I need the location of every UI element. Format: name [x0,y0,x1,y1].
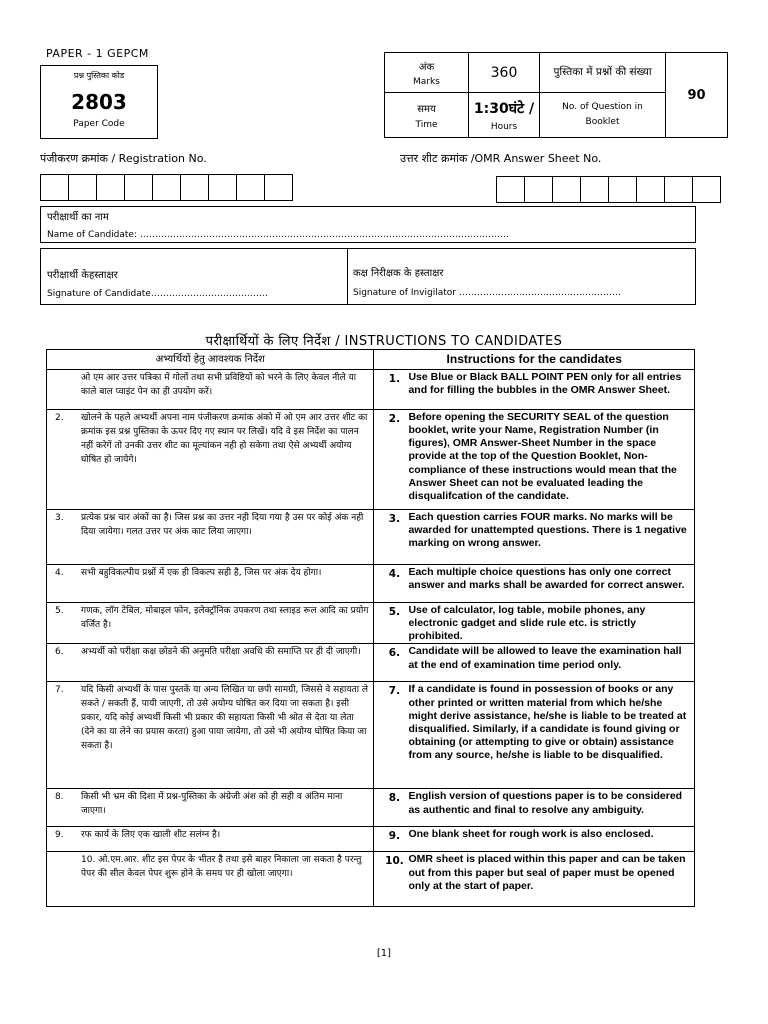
instruction-en-cell [374,644,695,682]
time-value-cell [469,93,540,138]
instruction-hi-text: किसी भी भ्रम की दिशा में प्रश्न-पुस्तिका के अंग्रेजी अंश को ही सही व अंतिम माना जाएगा। [81,792,343,817]
registration-digit-box[interactable] [208,174,237,201]
instruction-hi-number: 5. [55,606,64,616]
instruction-hi-number: 2. [55,413,64,423]
omr-digit-box[interactable] [580,176,609,203]
paper-code-box [40,65,158,139]
omr-digit-box[interactable] [608,176,637,203]
instruction-hi-cell [47,565,374,603]
registration-digit-box[interactable] [264,174,293,201]
instruction-row [47,789,695,827]
instruction-hi-cell [47,789,374,827]
instruction-hi-text: रफ कार्य के लिए एक खाली शीट सलंग्न है। [81,830,221,841]
instruction-en-cell [374,410,695,510]
instruction-en-text: If a candidate is found in possession of books or any other printed or written material from which he/she might derive assistance, he/she is liable to be treated at disqualified. Similarly, if a candidate is found giving or obtaining (or attempting to give or obtain) assistance from any source, he/she is liable to be disqualified. [408,683,687,761]
instruction-hi-cell [47,682,374,789]
marks-label-hi: अंक [418,61,435,73]
instruction-hi-number [55,854,81,882]
question-count-label-hi-cell [540,53,666,93]
registration-digit-box[interactable] [152,174,181,201]
instruction-en-cell [374,827,695,852]
instruction-hi-cell [47,644,374,682]
registration-digit-box[interactable] [180,174,209,201]
invigilator-signature-label-hi: कक्ष निरीक्षक के हस्ताक्षर [353,268,444,279]
paper-code: 2803 [71,90,127,114]
question-count-label-en: No. of Question in Booklet [540,93,666,138]
instruction-en-number: 5. [388,606,401,618]
registration-digit-box[interactable] [68,174,97,201]
instruction-en-text: OMR sheet is placed within this paper and can be taken out from this paper but seal of paper must be opened only at the start of paper. [408,853,686,892]
instruction-hi-text: सभी बहुविकल्पीय प्रश्नों में एक ही विकल्प सही है, जिस पर अंक देय होगा। [81,568,322,578]
candidate-name-label-en: Name of Candidate: …………………………………………………………………………………………………………… [47,230,509,240]
instruction-en-cell [374,603,695,644]
instruction-row [47,852,695,907]
instruction-hi-cell [47,370,374,410]
instruction-en-number: 8. [388,792,401,805]
instruction-en-text: Use Blue or Black BALL POINT PEN only for all entries and for filling the bubbles in the OMR Answer Sheet. [408,371,682,397]
instructions-table [46,349,695,907]
instruction-hi-number: 7. [55,685,64,696]
instruction-en-text: Use of calculator, log table, mobile phones, any electronic gadget and slide rule etc. is strictly prohibited. [408,604,646,643]
instruction-hi-number: 9. [55,830,64,841]
instruction-en-text: Before opening the SECURITY SEAL of the question booklet, write your Name, Registration Number (in figures), OMR Answer-Sheet Number in the space provide at the top of the Question Booklet, Non-compliance of these instructions would mean that the Answer Sheet can not be evaluated leading the disqualifcation of the candidate. [408,411,677,502]
time-label-cell [385,93,469,138]
instructions-header-en: Instructions for the candidates [374,350,695,370]
instruction-en-text: Candidate will be allowed to leave the examination hall at the end of examination time period only. [408,645,682,671]
instruction-en-text: Each question carries FOUR marks. No marks will be awarded for unattempted questions. There is 1 negative marking on wrong answer. [408,511,687,550]
instructions-title: परीक्षार्थियों के लिए निर्देश / INSTRUCTIONS TO CANDIDATES [205,334,563,349]
instruction-en-cell [374,682,695,789]
paper-code-label-hi: प्रश्न पुस्तिका कोड [73,71,125,80]
omr-number-boxes[interactable] [496,176,720,203]
instruction-hi-cell [47,510,374,565]
instruction-hi-number: 8. [55,792,64,803]
omr-digit-box[interactable] [496,176,525,203]
omr-sheet-label: उत्तर शीट क्रमांक /OMR Answer Sheet No. [400,152,602,165]
candidate-name-field[interactable] [40,206,696,243]
instruction-en-cell [374,852,695,907]
instruction-en-number: 6. [388,647,401,660]
marks-value: 360 [469,53,540,93]
instruction-row [47,510,695,565]
instruction-hi-text: यदि किसी अभ्यर्थी के पास पुस्तकें या अन्य लिखित या छपी सामग्री, जिससे वे सहायता ले सकते / सकती हैं, पायी जाएगी, तो उसे अयोग्य घोषित कर दिया जा सकता है। इसी प्रकार, यदि कोई अभ्यर्थी किसी भी प्रकार की सहायता किसी भी श्रोत से देता या लेता (देने का या लेने का प्रयास करता) हुआ पाया जायेगा, तो उसे भी अयोग्य घोषित किया जा सकता है। [81,685,369,752]
instruction-hi-number [55,372,81,400]
instruction-row [47,644,695,682]
registration-digit-box[interactable] [124,174,153,201]
instruction-en-text: Each multiple choice questions has only one correct answer and marks shall be awarded for correct answer. [408,566,685,592]
registration-number-boxes[interactable] [40,174,292,201]
instruction-hi-text: ओ एम आर उत्तर पत्रिका में गोलों तथा सभी प्रविष्टियों को भरने के लिए केवल नीले या काले बाल प्वाइंट पेन का ही उपयोग करें। [81,373,357,397]
registration-digit-box[interactable] [40,174,69,201]
instruction-en-cell [374,370,695,410]
candidate-signature-label-hi: परीक्षार्थी केहस्ताक्षर [47,270,118,281]
instruction-row [47,410,695,510]
omr-digit-box[interactable] [524,176,553,203]
instruction-hi-text: खोलने के पहले अभ्यर्थी अपना नाम पंजीकरण क्रमांक अंको में ओ एम आर उत्तर शीट का क्रमांक इस प्रश्न पुस्तिका के ऊपर दिए गए स्थान पर लिखें। यदि वे इस निर्देश का पालन नहीं करेगें तो उनकी उत्तर शीट का मूल्यांकन नही हो सकेगा तथा ऐसे अभ्यर्थी अयोग्य घोषित हो जायेगे। [81,413,368,465]
marks-label-cell [385,53,469,93]
instruction-hi-number: 4. [55,568,64,578]
instruction-row [47,682,695,789]
instruction-row [47,603,695,644]
instruction-en-cell [374,789,695,827]
registration-digit-box[interactable] [236,174,265,201]
registration-digit-box[interactable] [96,174,125,201]
page-number: [1] [376,948,392,959]
signature-divider [347,249,348,304]
registration-label: पंजीकरण क्रमांक / Registration No. [40,152,207,165]
instruction-en-number: 9. [388,830,401,843]
time-label-hi: समय [417,103,436,115]
instruction-row [47,827,695,852]
question-count-value: 90 [666,53,728,138]
instruction-hi-cell [47,410,374,510]
instruction-en-number: 1. [388,373,401,385]
omr-digit-box[interactable] [664,176,693,203]
instructions-rows [47,370,695,907]
time-label-en: Time [415,119,438,130]
candidate-signature-field[interactable]: Signature of Candidate………………………………… [47,289,268,299]
instruction-en-text: One blank sheet for rough work is also enclosed. [408,828,654,841]
instruction-hi-cell [47,827,374,852]
instruction-hi-cell [47,603,374,644]
instruction-hi-text: अभ्यर्थी को परीक्षा कक्ष छोडने की अनुमति परीक्षा अवधि की समाप्ति पर ही दी जाएगी। [81,647,361,658]
instruction-en-cell [374,510,695,565]
instruction-en-number: 2. [388,413,401,425]
instruction-en-number: 4. [388,568,401,580]
time-unit: Hours [490,121,518,132]
instruction-row [47,370,695,410]
instruction-en-cell [374,565,695,603]
instruction-row [47,565,695,603]
instruction-en-text: English version of questions paper is to be considered as authentic and final to resolve any ambiguity. [408,790,683,816]
omr-digit-box[interactable] [692,176,721,203]
signature-section [40,248,696,305]
question-count-label-hi: पुस्तिका में प्रश्नों की संख्या [553,66,652,79]
paper-id: PAPER - 1 GEPCM [46,47,149,60]
instruction-en-number: 3. [388,513,401,525]
instruction-hi-text: प्रत्येक प्रश्न चार अंकों का है। जिस प्रश्न का उत्तर नही दिया गया है उस पर कोई अंक नही दिया जायेगा। गलत उत्तर पर अंक काट लिया जाएगा। [81,513,364,537]
instructions-header-hi: अभ्यर्थियों हेतु आवश्यक निर्देश [47,350,374,370]
instruction-hi-number: 6. [55,647,64,658]
omr-digit-box[interactable] [552,176,581,203]
instruction-hi-cell [47,852,374,907]
invigilator-signature-field[interactable]: Signature of Invigilator ……………………………………………… [353,288,621,298]
instruction-hi-number: 3. [55,513,64,523]
paper-code-label-en: Paper Code [73,119,125,129]
instruction-en-number: 7. [388,685,401,698]
instruction-hi-text: गणक, लॉग टेबिल, मोबाइल फोन, इलेक्ट्रॉनिक उपकरण तथा स्लाइड रूल आदि का प्रयोग वर्जित है। [81,606,369,630]
candidate-name-label-hi: परीक्षार्थी का नाम [47,212,109,223]
time-value: 1:30घंटे / [473,100,535,117]
instruction-en-number: 10. [385,855,404,868]
exam-meta-table [384,52,728,138]
instruction-hi-text: 10. ओ.एम.आर. शीट इस पेपर के भीतर है तथा इसे बाहर निकाला जा सकता है परन्तु पेपर की सील केवल पेपर शुरू होने के समय पर ही खोला जाएगा। [81,855,362,880]
omr-digit-box[interactable] [636,176,665,203]
marks-label-en: Marks [413,76,440,87]
